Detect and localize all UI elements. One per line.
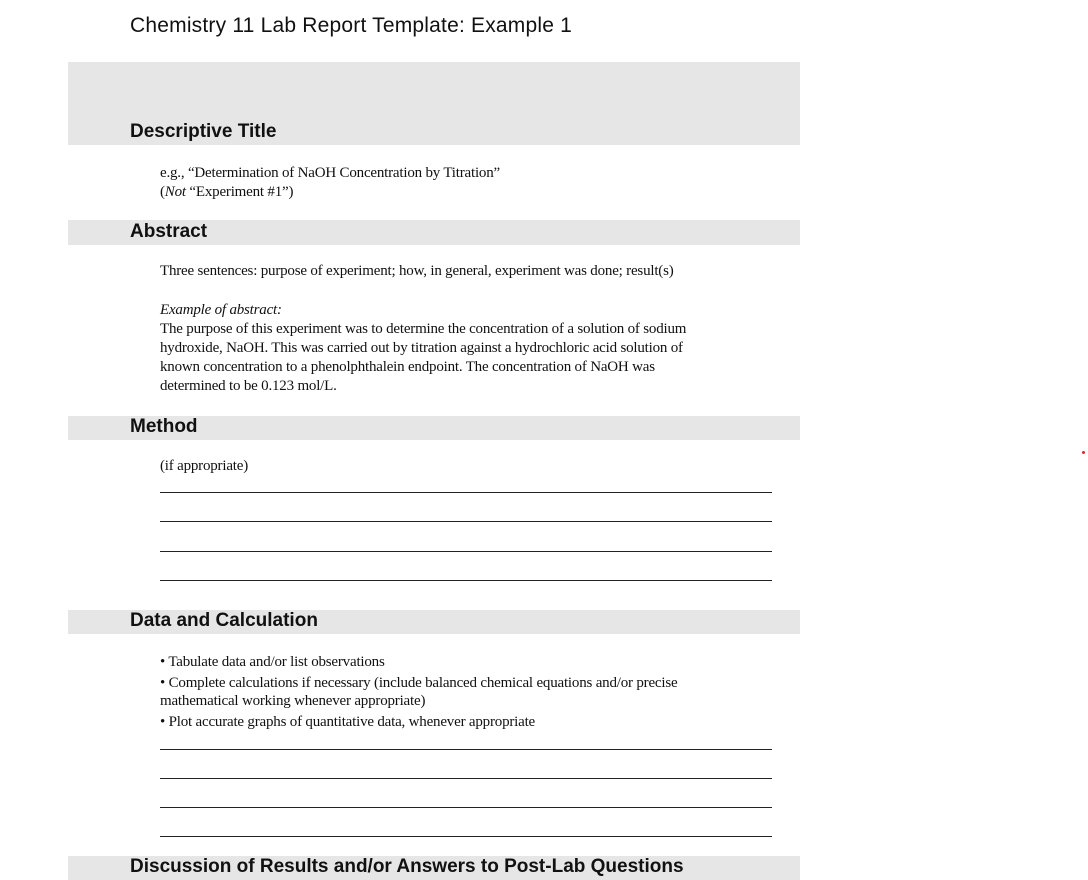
method-writing-line xyxy=(160,492,772,493)
data-writing-line xyxy=(160,807,772,808)
document-title: Chemistry 11 Lab Report Template: Example 1 xyxy=(130,14,573,37)
abstract-example-label: Example of abstract: xyxy=(160,302,282,318)
title-example-line: e.g., “Determination of NaOH Concentration by Titration” xyxy=(160,165,500,181)
section-header-abstract xyxy=(68,220,800,245)
not-suffix: “Experiment #1”) xyxy=(185,184,294,200)
section-heading: Descriptive Title xyxy=(130,121,277,142)
section-heading: Abstract xyxy=(130,221,208,242)
method-note: (if appropriate) xyxy=(160,458,249,474)
section-header-data-and-calculation xyxy=(68,610,800,634)
data-bullet: • Tabulate data and/or list observations xyxy=(160,654,385,670)
abstract-example-line: known concentration to a phenolphthalein endpoint. The concentration of NaOH was xyxy=(160,359,655,375)
title-not-example-line xyxy=(160,183,293,203)
section-heading: Discussion of Results and/or Answers to Post-Lab Questions xyxy=(130,856,684,877)
abstract-example-line: hydroxide, NaOH. This was carried out by titration against a hydrochloric acid solution of xyxy=(160,340,683,356)
data-bullet: • Plot accurate graphs of quantitative data, whenever appropriate xyxy=(160,714,536,730)
method-writing-line xyxy=(160,580,772,581)
data-bullet-continuation: mathematical working whenever appropriate) xyxy=(160,693,426,709)
section-header-method xyxy=(68,416,800,440)
abstract-example-line: The purpose of this experiment was to determine the concentration of a solution of sodium xyxy=(160,321,687,337)
data-bullet: • Complete calculations if necessary (include balanced chemical equations and/or precise xyxy=(160,675,678,691)
data-writing-line xyxy=(160,778,772,779)
data-writing-line xyxy=(160,836,772,837)
section-header-descriptive-title xyxy=(68,62,800,145)
not-prefix: ( xyxy=(160,184,165,200)
section-heading: Method xyxy=(130,416,198,437)
method-writing-line xyxy=(160,551,772,552)
method-writing-line xyxy=(160,521,772,522)
stray-red-dot xyxy=(1082,451,1085,454)
abstract-example-line: determined to be 0.123 mol/L. xyxy=(160,378,337,394)
abstract-instruction: Three sentences: purpose of experiment; how, in general, experiment was done; result(s) xyxy=(160,263,674,279)
section-header-discussion xyxy=(68,856,800,880)
not-word: Not xyxy=(164,184,186,200)
data-writing-line xyxy=(160,749,772,750)
section-heading: Data and Calculation xyxy=(130,610,318,631)
